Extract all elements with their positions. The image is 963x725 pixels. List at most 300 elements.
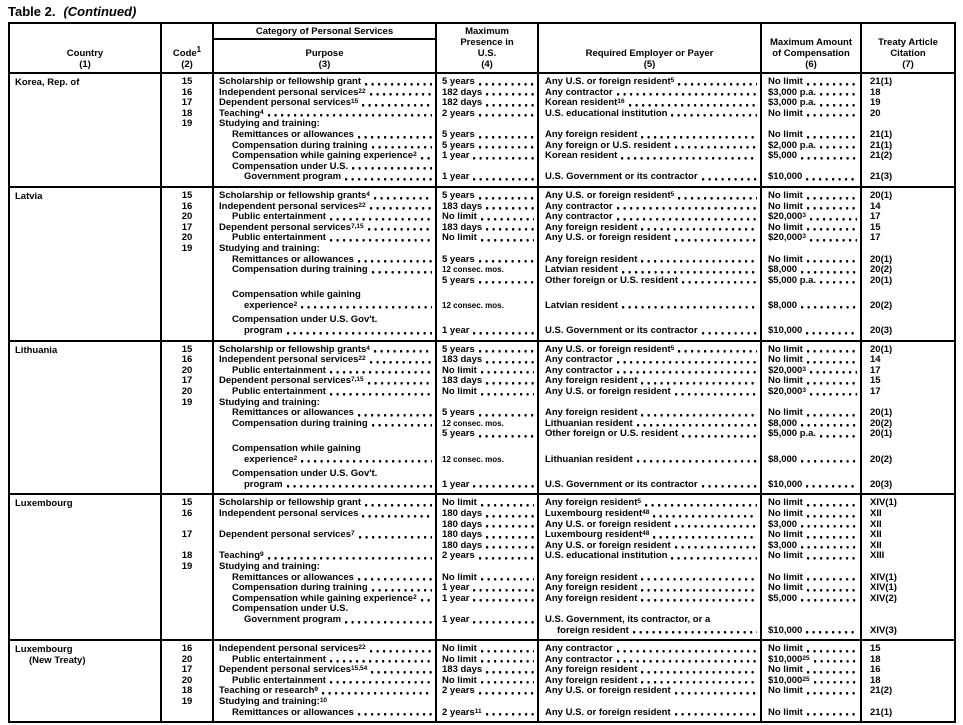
cell-text: Independent personal services: [219, 644, 359, 655]
presence-cell: [437, 98, 539, 109]
table-row: [162, 290, 954, 301]
presence-cell: [437, 644, 539, 655]
presence-cell: [437, 480, 539, 491]
citation-cell: [862, 408, 954, 419]
header-country-num: (1): [79, 59, 91, 70]
cell-text: 21(1): [870, 140, 893, 151]
cell-text: XIV(3): [870, 625, 897, 636]
presence-cell: [437, 202, 539, 213]
presence-cell: [437, 636, 539, 639]
dot-leaders: [671, 109, 757, 120]
purpose-cell: [214, 276, 437, 287]
dot-leaders: [486, 355, 534, 366]
cell-text: Any U.S. or foreign resident: [545, 387, 671, 398]
code-cell: [162, 444, 214, 455]
dot-leaders: [370, 88, 432, 99]
code-cell: [162, 551, 214, 562]
dot-leaders: [675, 233, 757, 244]
citation-cell: [862, 130, 954, 141]
country-subname: (New Treaty): [29, 655, 86, 667]
cell-text: Korean resident: [545, 98, 618, 109]
presence-cell: [437, 541, 539, 552]
table-row: [162, 490, 954, 493]
country-section: [10, 493, 954, 639]
purpose-cell: [214, 255, 437, 266]
purpose-cell: [214, 541, 437, 552]
dot-leaders: [801, 520, 857, 531]
payer-cell: [539, 119, 762, 130]
citation-cell: [862, 109, 954, 120]
cell-text: 15: [870, 644, 881, 655]
table-row: [162, 265, 954, 276]
dot-leaders: [807, 644, 857, 655]
cell-text: $5,000 p.a.: [768, 429, 817, 440]
header-category-label: Category of Personal Services: [214, 24, 435, 40]
dot-leaders: [479, 77, 534, 88]
presence-cell: [437, 398, 539, 409]
cell-text: Any U.S. or foreign resident: [545, 344, 671, 355]
purpose-cell: [214, 665, 437, 676]
code-cell: [162, 223, 214, 234]
dot-leaders: [479, 191, 534, 202]
dot-leaders: [801, 541, 857, 552]
purpose-cell: [214, 583, 437, 594]
table-continued-label: (Continued): [63, 4, 137, 19]
code-cell: [162, 345, 214, 356]
amount-cell: [762, 162, 862, 173]
cell-text: 183 days: [442, 201, 483, 212]
presence-cell: [437, 88, 539, 99]
payer-cell: [539, 276, 762, 287]
dot-leaders: [807, 665, 857, 676]
country-name: Lithuania: [15, 344, 58, 356]
table-row: [162, 191, 954, 202]
dot-leaders: [287, 480, 432, 491]
cell-text: No limit: [768, 686, 803, 697]
payer-cell: [539, 162, 762, 173]
purpose-cell: [214, 162, 437, 173]
code-cell: [162, 151, 214, 162]
table-title: Table 2.: [8, 4, 56, 19]
payer-cell: [539, 562, 762, 573]
cell-text: $8,000: [768, 418, 798, 429]
cell-text: 20(1): [870, 254, 893, 265]
code-cell: [162, 469, 214, 480]
citation-cell: [862, 498, 954, 509]
dot-leaders: [820, 141, 857, 152]
header-compensation-num: (6): [805, 59, 817, 70]
dot-leaders: [807, 498, 857, 509]
amount-cell: [762, 636, 862, 639]
citation-cell: [862, 562, 954, 573]
country-name: Luxembourg: [15, 644, 73, 656]
section-rows: [162, 188, 954, 340]
table-row: [162, 498, 954, 509]
citation-cell: [862, 119, 954, 130]
cell-text: Any contractor: [545, 365, 613, 376]
cell-text: No limit: [442, 387, 477, 398]
code-cell: [162, 541, 214, 552]
cell-text: Any contractor: [545, 87, 613, 98]
cell-text: 15: [181, 344, 193, 355]
table-row: [162, 615, 954, 626]
cell-text: Lithuanian resident: [545, 418, 633, 429]
cell-text: No limit: [768, 344, 803, 355]
presence-cell: [437, 244, 539, 255]
code-cell: [162, 77, 214, 88]
payer-cell: [539, 265, 762, 276]
amount-cell: [762, 490, 862, 493]
purpose-cell: [214, 376, 437, 387]
table-row: [162, 212, 954, 223]
amount-cell: [762, 626, 862, 637]
amount-cell: [762, 551, 862, 562]
table-header: [10, 24, 954, 74]
footnote-reference: 3: [802, 233, 806, 241]
code-cell: [162, 233, 214, 244]
cell-text: Scholarship or fellowship grant: [219, 498, 361, 509]
dot-leaders: [801, 594, 857, 605]
cell-text: No limit: [768, 408, 803, 419]
code-cell: [162, 183, 214, 186]
section-rows: [162, 342, 954, 494]
purpose-cell: [214, 223, 437, 234]
dot-leaders: [479, 255, 534, 266]
header-purpose: [214, 24, 437, 72]
amount-cell: [762, 541, 862, 552]
purpose-cell: [214, 109, 437, 120]
code-cell: [162, 376, 214, 387]
cell-text: U.S. Government or its contractor: [545, 479, 698, 490]
cell-text: 16: [181, 644, 193, 655]
payer-cell: [539, 376, 762, 387]
presence-cell: [437, 130, 539, 141]
dot-leaders: [675, 387, 757, 398]
cell-text: program: [244, 479, 283, 490]
country-name: Latvia: [15, 190, 43, 202]
amount-cell: [762, 244, 862, 255]
payer-cell: [539, 520, 762, 531]
cell-text: $8,000: [768, 300, 798, 311]
cell-text: 19: [181, 397, 193, 408]
dot-leaders: [682, 276, 757, 287]
cell-text: 20(3): [870, 326, 893, 337]
cell-text: U.S. educational institution: [545, 108, 668, 119]
footnote-reference: 2: [413, 593, 417, 601]
table-row: [162, 119, 954, 130]
cell-text: Compensation under U.S.: [232, 161, 349, 172]
dot-leaders: [372, 265, 432, 276]
payer-cell: [539, 337, 762, 340]
cell-text: 20(1): [870, 190, 893, 201]
amount-cell: [762, 355, 862, 366]
table-row: [162, 419, 954, 430]
purpose-cell: [214, 551, 437, 562]
cell-text: XIV(1): [870, 498, 897, 509]
cell-text: Luxembourg resident: [545, 530, 643, 541]
payer-cell: [539, 172, 762, 183]
table-row: [162, 337, 954, 340]
cell-text: Latvian resident: [545, 300, 618, 311]
dot-leaders: [345, 172, 432, 183]
code-cell: [162, 429, 214, 440]
dot-leaders: [641, 665, 757, 676]
code-cell: [162, 202, 214, 213]
dot-leaders: [675, 520, 757, 531]
cell-text: $10,000: [768, 675, 803, 686]
presence-cell: [437, 469, 539, 480]
cell-text: Remittances or allowances: [232, 572, 354, 583]
payer-cell: [539, 366, 762, 377]
table-row: [162, 626, 954, 637]
cell-text: Public entertainment: [232, 212, 326, 223]
dot-leaders: [330, 387, 432, 398]
dot-leaders: [702, 172, 757, 183]
amount-cell: [762, 686, 862, 697]
footnote-reference: 16: [617, 98, 625, 106]
cell-text: 12 consec. mos.: [442, 300, 504, 310]
cell-text: 180 days: [442, 540, 483, 551]
citation-cell: [862, 301, 954, 312]
cell-text: 20(1): [870, 408, 893, 419]
dot-leaders: [486, 541, 534, 552]
presence-cell: [437, 191, 539, 202]
citation-cell: [862, 162, 954, 173]
table-row: [162, 77, 954, 88]
citation-cell: [862, 255, 954, 266]
cell-text: XII: [870, 508, 882, 519]
dot-leaders: [810, 366, 857, 377]
code-cell: [162, 212, 214, 223]
code-cell: [162, 98, 214, 109]
dot-leaders: [807, 530, 857, 541]
payer-cell: [539, 676, 762, 687]
cell-text: No limit: [768, 190, 803, 201]
code-cell: [162, 162, 214, 173]
dot-leaders: [486, 530, 534, 541]
cell-text: Government program: [244, 172, 342, 183]
footnote-reference: 2: [293, 300, 298, 308]
cell-text: $5,000: [768, 593, 798, 604]
cell-text: XIV(2): [870, 593, 897, 604]
cell-text: $5,000 p.a.: [768, 275, 817, 286]
dot-leaders: [370, 202, 432, 213]
cell-text: program: [244, 326, 283, 337]
cell-text: 12 consec. mos.: [442, 265, 504, 275]
payer-cell: [539, 223, 762, 234]
cell-text: $3,000 p.a.: [768, 98, 817, 109]
cell-text: Independent personal services: [219, 355, 359, 366]
purpose-cell: [214, 573, 437, 584]
code-cell: [162, 636, 214, 639]
cell-text: 21(3): [870, 172, 893, 183]
cell-text: 19: [181, 561, 193, 572]
cell-text: Dependent personal services: [219, 665, 351, 676]
code-cell: [162, 509, 214, 520]
dot-leaders: [345, 615, 432, 626]
cell-text: No limit: [768, 201, 803, 212]
cell-text: Studying and training:: [219, 561, 320, 572]
code-cell: [162, 191, 214, 202]
presence-cell: [437, 151, 539, 162]
dot-leaders: [702, 326, 757, 337]
purpose-cell: [214, 562, 437, 573]
cell-text: 15: [870, 222, 881, 233]
cell-text: 5 years: [442, 129, 475, 140]
cell-text: 15: [870, 376, 881, 387]
dot-leaders: [352, 162, 432, 173]
cell-text: 1 year: [442, 614, 470, 625]
cell-text: Scholarship or fellowship grant: [219, 77, 361, 87]
amount-cell: [762, 119, 862, 130]
dot-leaders: [682, 429, 757, 440]
dot-leaders: [479, 345, 534, 356]
amount-cell: [762, 376, 862, 387]
presence-cell: [437, 290, 539, 301]
purpose-cell: [214, 604, 437, 615]
code-cell: [162, 594, 214, 605]
dot-leaders: [820, 429, 857, 440]
cell-text: Public entertainment: [232, 654, 326, 665]
dot-leaders: [359, 530, 432, 541]
presence-cell: [437, 676, 539, 687]
payer-cell: [539, 686, 762, 697]
citation-cell: [862, 202, 954, 213]
cell-text: 5 years: [442, 254, 475, 265]
cell-text: 19: [870, 98, 881, 109]
table-row: [162, 398, 954, 409]
citation-cell: [862, 366, 954, 377]
purpose-cell: [214, 636, 437, 639]
code-cell: [162, 109, 214, 120]
citation-cell: [862, 583, 954, 594]
presence-cell: [437, 408, 539, 419]
purpose-cell: [214, 594, 437, 605]
presence-cell: [437, 498, 539, 509]
presence-cell: [437, 708, 539, 719]
payer-cell: [539, 419, 762, 430]
amount-cell: [762, 455, 862, 466]
presence-cell: [437, 655, 539, 666]
code-cell: [162, 697, 214, 708]
dot-leaders: [617, 202, 757, 213]
payer-cell: [539, 408, 762, 419]
table-row: [162, 408, 954, 419]
table-row: [162, 455, 954, 466]
table-row: [162, 141, 954, 152]
citation-cell: [862, 326, 954, 337]
presence-cell: [437, 355, 539, 366]
table-row: [162, 366, 954, 377]
amount-cell: [762, 337, 862, 340]
dot-leaders: [481, 212, 534, 223]
footnote-reference: 5: [670, 77, 675, 84]
payer-cell: [539, 130, 762, 141]
payer-cell: [539, 345, 762, 356]
presence-cell: [437, 530, 539, 541]
cell-text: 14: [870, 355, 881, 366]
amount-cell: [762, 408, 862, 419]
cell-text: 1 year: [442, 583, 470, 594]
cell-text: 18: [870, 654, 881, 665]
cell-text: 19: [181, 119, 193, 130]
header-code-num: (2): [181, 59, 193, 70]
presence-cell: [437, 301, 539, 312]
purpose-cell: [214, 419, 437, 430]
dot-leaders: [641, 408, 757, 419]
citation-cell: [862, 676, 954, 687]
dot-leaders: [479, 276, 534, 287]
payer-cell: [539, 551, 762, 562]
dot-leaders: [621, 151, 757, 162]
code-cell: [162, 498, 214, 509]
code-cell: [162, 172, 214, 183]
purpose-cell: [214, 233, 437, 244]
payer-cell: [539, 444, 762, 455]
citation-cell: [862, 276, 954, 287]
amount-cell: [762, 183, 862, 186]
cell-text: 1 year: [442, 172, 470, 183]
dot-leaders: [807, 376, 857, 387]
code-cell: [162, 530, 214, 541]
amount-cell: [762, 130, 862, 141]
cell-text: 1 year: [442, 326, 470, 337]
purpose-cell: [214, 498, 437, 509]
cell-text: 20: [181, 365, 193, 376]
footnote-reference: 48: [642, 508, 650, 516]
payer-cell: [539, 644, 762, 655]
code-cell: [162, 604, 214, 615]
amount-cell: [762, 151, 862, 162]
dot-leaders: [322, 686, 432, 697]
cell-text: No limit: [768, 583, 803, 594]
header-payer-label: Required Employer or Payer: [585, 48, 714, 59]
presence-cell: [437, 615, 539, 626]
cell-text: 17: [181, 665, 193, 676]
code-cell: [162, 626, 214, 637]
footnote-reference: 22: [358, 355, 366, 363]
country-name: Luxembourg: [15, 498, 73, 510]
citation-cell: [862, 345, 954, 356]
cell-text: 18: [181, 551, 193, 562]
cell-text: 20: [181, 212, 193, 223]
citation-cell: [862, 265, 954, 276]
cell-text: 17: [181, 530, 193, 541]
purpose-cell: [214, 326, 437, 337]
cell-text: No limit: [442, 365, 477, 376]
cell-text: Compensation while gaining: [232, 444, 361, 454]
dot-leaders: [807, 130, 857, 141]
dot-leaders: [637, 455, 757, 466]
treaty-table: [8, 22, 956, 723]
purpose-cell: [214, 469, 437, 480]
citation-cell: [862, 490, 954, 493]
presence-cell: [437, 604, 539, 615]
purpose-cell: [214, 480, 437, 491]
dot-leaders: [358, 573, 432, 584]
cell-text: 16: [181, 508, 193, 519]
payer-cell: [539, 469, 762, 480]
dot-leaders: [486, 202, 534, 213]
table-row: [162, 172, 954, 183]
dot-leaders: [481, 233, 534, 244]
dot-leaders: [671, 551, 757, 562]
dot-leaders: [807, 255, 857, 266]
cell-text: XIV(1): [870, 572, 897, 583]
amount-cell: [762, 644, 862, 655]
citation-cell: [862, 708, 954, 719]
dot-leaders: [330, 212, 432, 223]
